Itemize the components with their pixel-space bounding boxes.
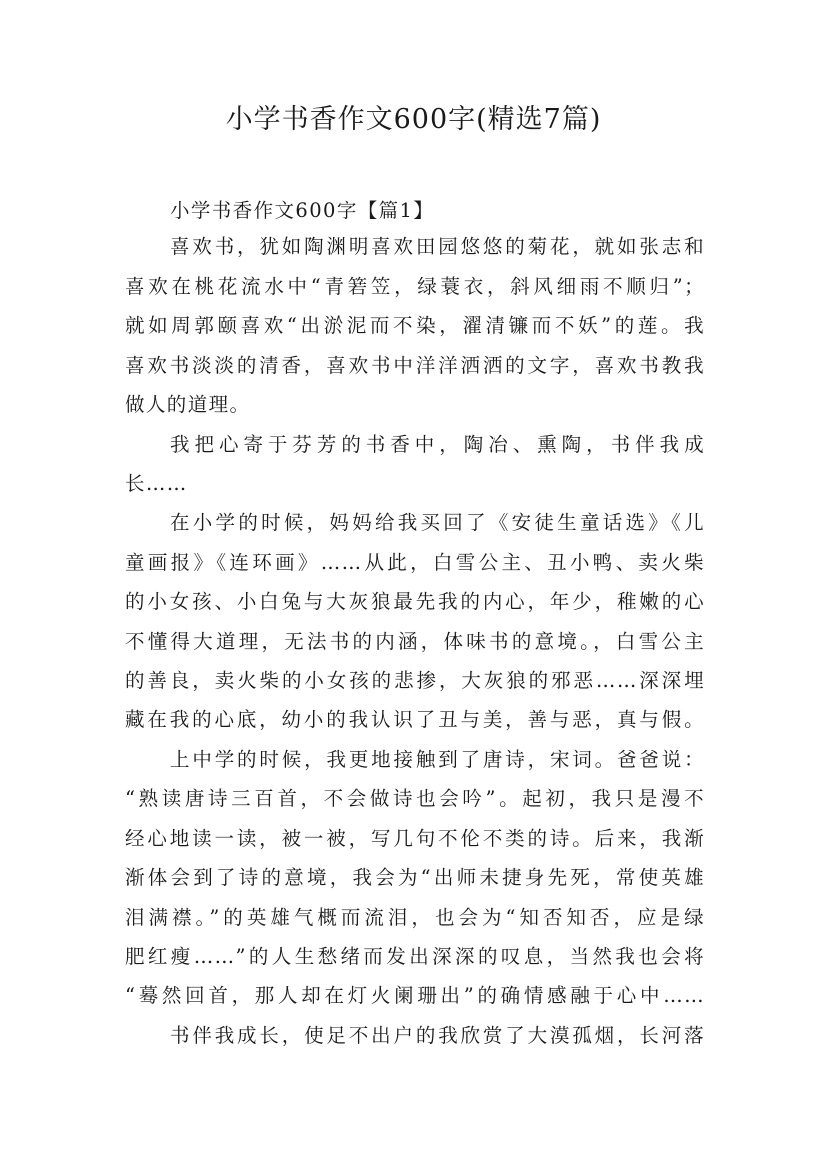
section-heading: 小学书香作文600字【篇1】 [170,199,435,222]
paragraph-line: 经心地读一读，被一被，写几句不伦不类的诗。后来，我渐 [125,827,705,850]
paragraph-line: 肥红瘦……”的人生愁绪而发出深深的叹息，当然我也会将 [125,945,705,968]
document-title: 小学书香作文600字(精选7篇) [225,104,602,135]
paragraph-line: 我把心寄于芬芳的书香中，陶冶、熏陶，书伴我成 [170,433,705,456]
paragraph-line: 喜欢在桃花流水中“青箬笠，绿蓑衣，斜风细雨不顺归”； [125,275,705,298]
paragraph-line: 就如周郭颐喜欢“出淤泥而不染，濯清镰而不妖”的莲。我 [125,314,705,337]
paragraph-line: 喜欢书淡淡的清香，喜欢书中洋洋洒洒的文字，喜欢书教我 [125,354,705,377]
paragraph-line: 泪满襟。”的英雄气概而流泪，也会为“知否知否，应是绿 [125,906,705,929]
paragraph-line: 喜欢书，犹如陶渊明喜欢田园悠悠的菊花，就如张志和 [170,235,705,258]
paragraph-line: 渐体会到了诗的意境，我会为“出师未捷身先死，常使英雄 [125,866,705,889]
paragraph-line: “熟读唐诗三百首，不会做诗也会吟”。起初，我只是漫不 [125,787,705,810]
paragraph-line: 做人的道理。 [125,393,251,416]
paragraph-line: “蓦然回首，那人却在灯火阑珊出”的确情感融于心中…… [125,984,705,1007]
paragraph-line: 书伴我成长，使足不出户的我欣赏了大漠孤烟，长河落 [170,1024,705,1047]
paragraph-line: 藏在我的心底，幼小的我认识了丑与美，善与恶，真与假。 [125,708,705,731]
paragraph-line: 长…… [125,472,188,495]
paragraph-line: 在小学的时候，妈妈给我买回了《安徒生童话选》《儿 [170,511,705,534]
paragraph-line: 的善良，卖火柴的小女孩的悲掺，大灰狼的邪恶……深深埋 [125,669,705,692]
paragraph-line: 上中学的时候，我更地接触到了唐诗，宋词。爸爸说： [170,748,705,771]
paragraph-line: 不懂得大道理，无法书的内涵，体味书的意境。，白雪公主 [125,630,705,653]
paragraph-line: 的小女孩、小白兔与大灰狼最先我的内心，年少，稚嫩的心 [125,590,705,613]
paragraph-line: 童画报》《连环画》……从此，白雪公主、丑小鸭、卖火柴 [125,551,705,574]
